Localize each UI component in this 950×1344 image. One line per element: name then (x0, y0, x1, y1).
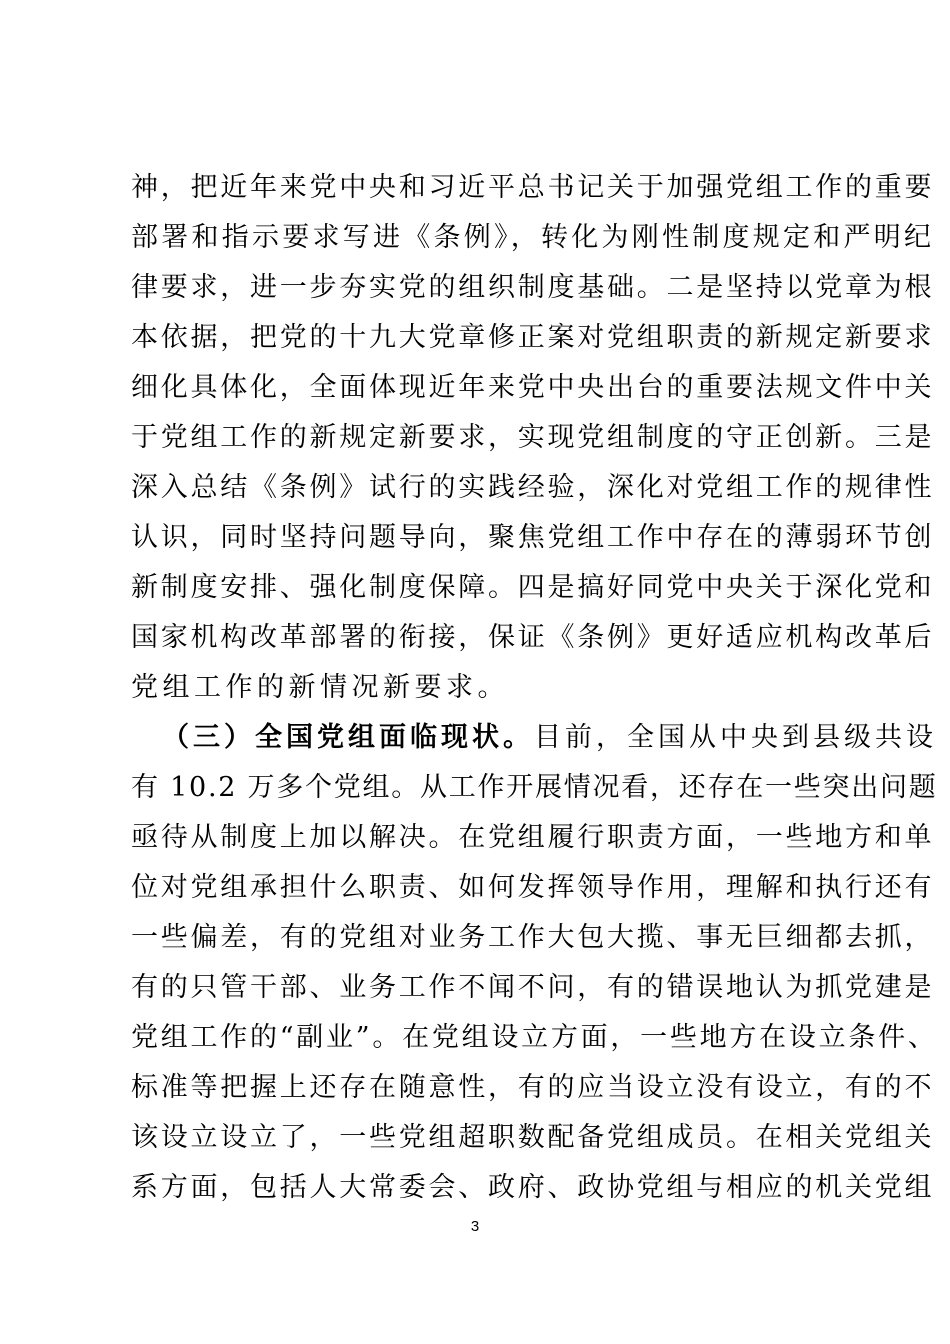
paragraph-2-line-8: 标准等把握上还存在随意性，有的应当设立没有设立，有的不 (131, 1072, 935, 1103)
paragraph-2-line-4: 位对党组承担什么职责、如何发挥领导作用，理解和执行还有 (131, 872, 935, 903)
paragraph-1-line-10: 国家机构改革部署的衔接，保证《条例》更好适应机构改革后 (131, 622, 935, 653)
paragraph-1-line-11: 党组工作的新情况新要求。 (131, 672, 509, 703)
paragraph-1-line-2: 部署和指示要求写进《条例》，转化为刚性制度规定和严明纪 (131, 222, 935, 253)
paragraph-1-line-7: 深入总结《条例》试行的实践经验，深化对党组工作的规律性 (131, 472, 935, 503)
paragraph-1-line-8: 认识，同时坚持问题导向，聚焦党组工作中存在的薄弱环节创 (131, 522, 935, 553)
paragraph-2-line-6: 有的只管干部、业务工作不闻不问，有的错误地认为抓党建是 (131, 972, 935, 1003)
paragraph-2-first-line-text: 目前，全国从中央到县级共设 (534, 722, 937, 753)
paragraph-2-line-7: 党组工作的“副业”。在党组设立方面，一些地方在设立条件、 (131, 1022, 938, 1053)
paragraph-1-line-1: 神，把近年来党中央和习近平总书记关于加强党组工作的重要 (131, 172, 935, 203)
paragraph-2-line-10: 系方面，包括人大常委会、政府、政协党组与相应的机关党组 (131, 1172, 935, 1203)
paragraph-1-line-5: 细化具体化，全面体现近年来党中央出台的重要法规文件中关 (131, 372, 935, 403)
paragraph-1-line-4: 本依据，把党的十九大党章修正案对党组职责的新规定新要求 (131, 322, 935, 353)
paragraph-2-line-9: 该设立设立了，一些党组超职数配备党组成员。在相关党组关 (131, 1122, 935, 1153)
section-heading: （三）全国党组面临现状。 (162, 722, 534, 753)
paragraph-1-line-9: 新制度安排、强化制度保障。四是搞好同党中央关于深化党和 (131, 572, 935, 603)
paragraph-1-line-6: 于党组工作的新规定新要求，实现党组制度的守正创新。三是 (131, 422, 935, 453)
paragraph-2-line-1 (162, 723, 937, 753)
page-number: 3 (470, 1218, 480, 1235)
paragraph-2-line-2: 有 10.2 万多个党组。从工作开展情况看，还存在一些突出问题 (131, 772, 938, 803)
paragraph-2-line-5: 一些偏差，有的党组对业务工作大包大揽、事无巨细都去抓， (131, 922, 935, 953)
paragraph-2-line-3: 亟待从制度上加以解决。在党组履行职责方面，一些地方和单 (131, 822, 935, 853)
paragraph-1-line-3: 律要求，进一步夯实党的组织制度基础。二是坚持以党章为根 (131, 272, 935, 303)
